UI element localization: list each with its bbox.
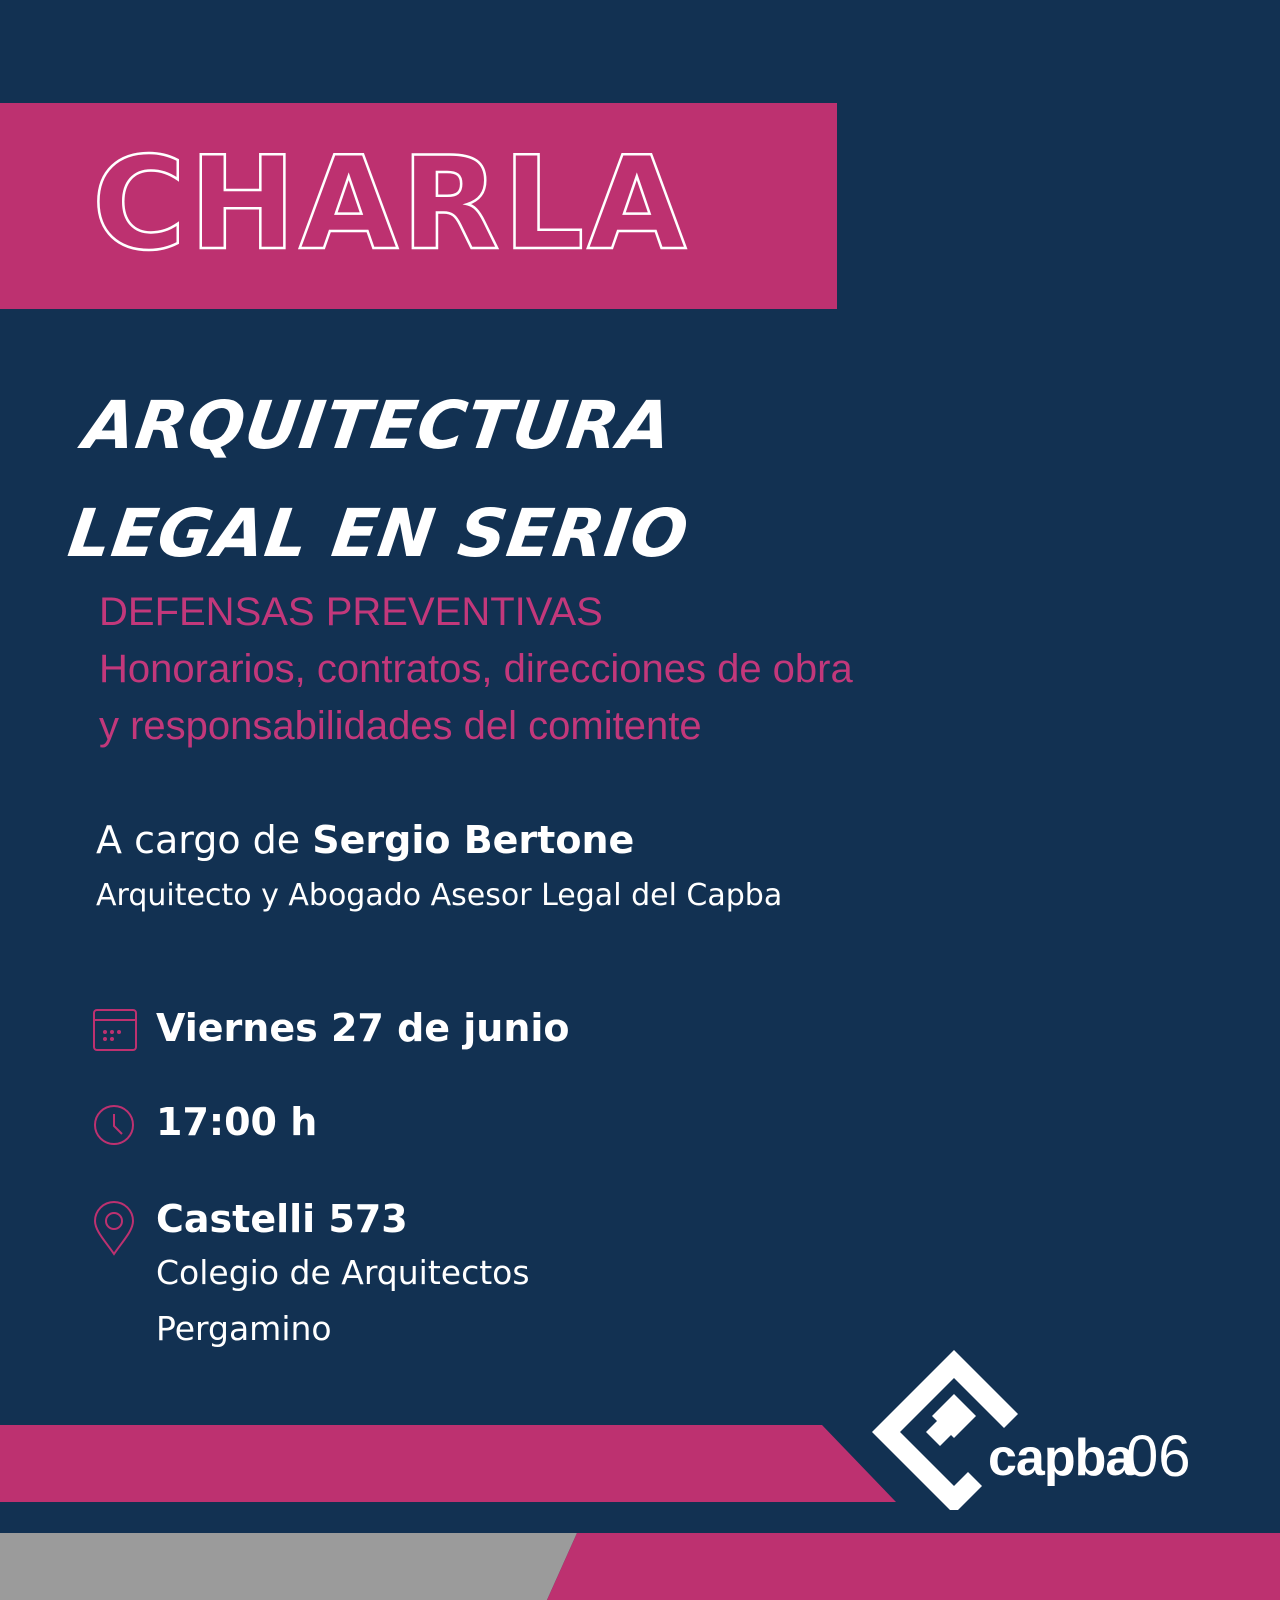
speaker-role: Arquitecto y Abogado Asesor Legal del Capba bbox=[96, 878, 783, 913]
footer-bands bbox=[0, 1533, 1280, 1600]
title-line-1: ARQUITECTURA bbox=[79, 387, 678, 464]
venue-name: Colegio de Arquitectos bbox=[156, 1253, 530, 1292]
accent-band-lower bbox=[0, 1425, 900, 1502]
subtitle-line-3: y responsabilidades del comitente bbox=[99, 704, 702, 748]
capba-logo-number: 06 bbox=[1126, 1424, 1191, 1489]
event-title bbox=[62, 372, 711, 588]
title-line-2: LEGAL EN SERIO bbox=[63, 495, 694, 572]
subtitle-line-2: Honorarios, contratos, direcciones de obra bbox=[99, 647, 853, 691]
speaker-prefix: A cargo de bbox=[96, 818, 313, 862]
event-time: 17:00 h bbox=[156, 1100, 318, 1144]
event-address: Castelli 573 bbox=[156, 1197, 408, 1241]
speaker-line bbox=[96, 815, 634, 865]
calendar-icon bbox=[92, 1007, 138, 1057]
clock-icon bbox=[92, 1103, 136, 1151]
capba-logo-word: capba bbox=[988, 1429, 1134, 1487]
subtitle-line-1: DEFENSAS PREVENTIVAS bbox=[99, 590, 603, 634]
location-pin-icon bbox=[92, 1200, 136, 1260]
event-date: Viernes 27 de junio bbox=[156, 1006, 570, 1050]
speaker-name: Sergio Bertone bbox=[312, 818, 635, 862]
event-subtitle bbox=[99, 584, 853, 755]
venue-city: Pergamino bbox=[156, 1309, 332, 1348]
charla-heading: CHARLA bbox=[92, 130, 690, 279]
